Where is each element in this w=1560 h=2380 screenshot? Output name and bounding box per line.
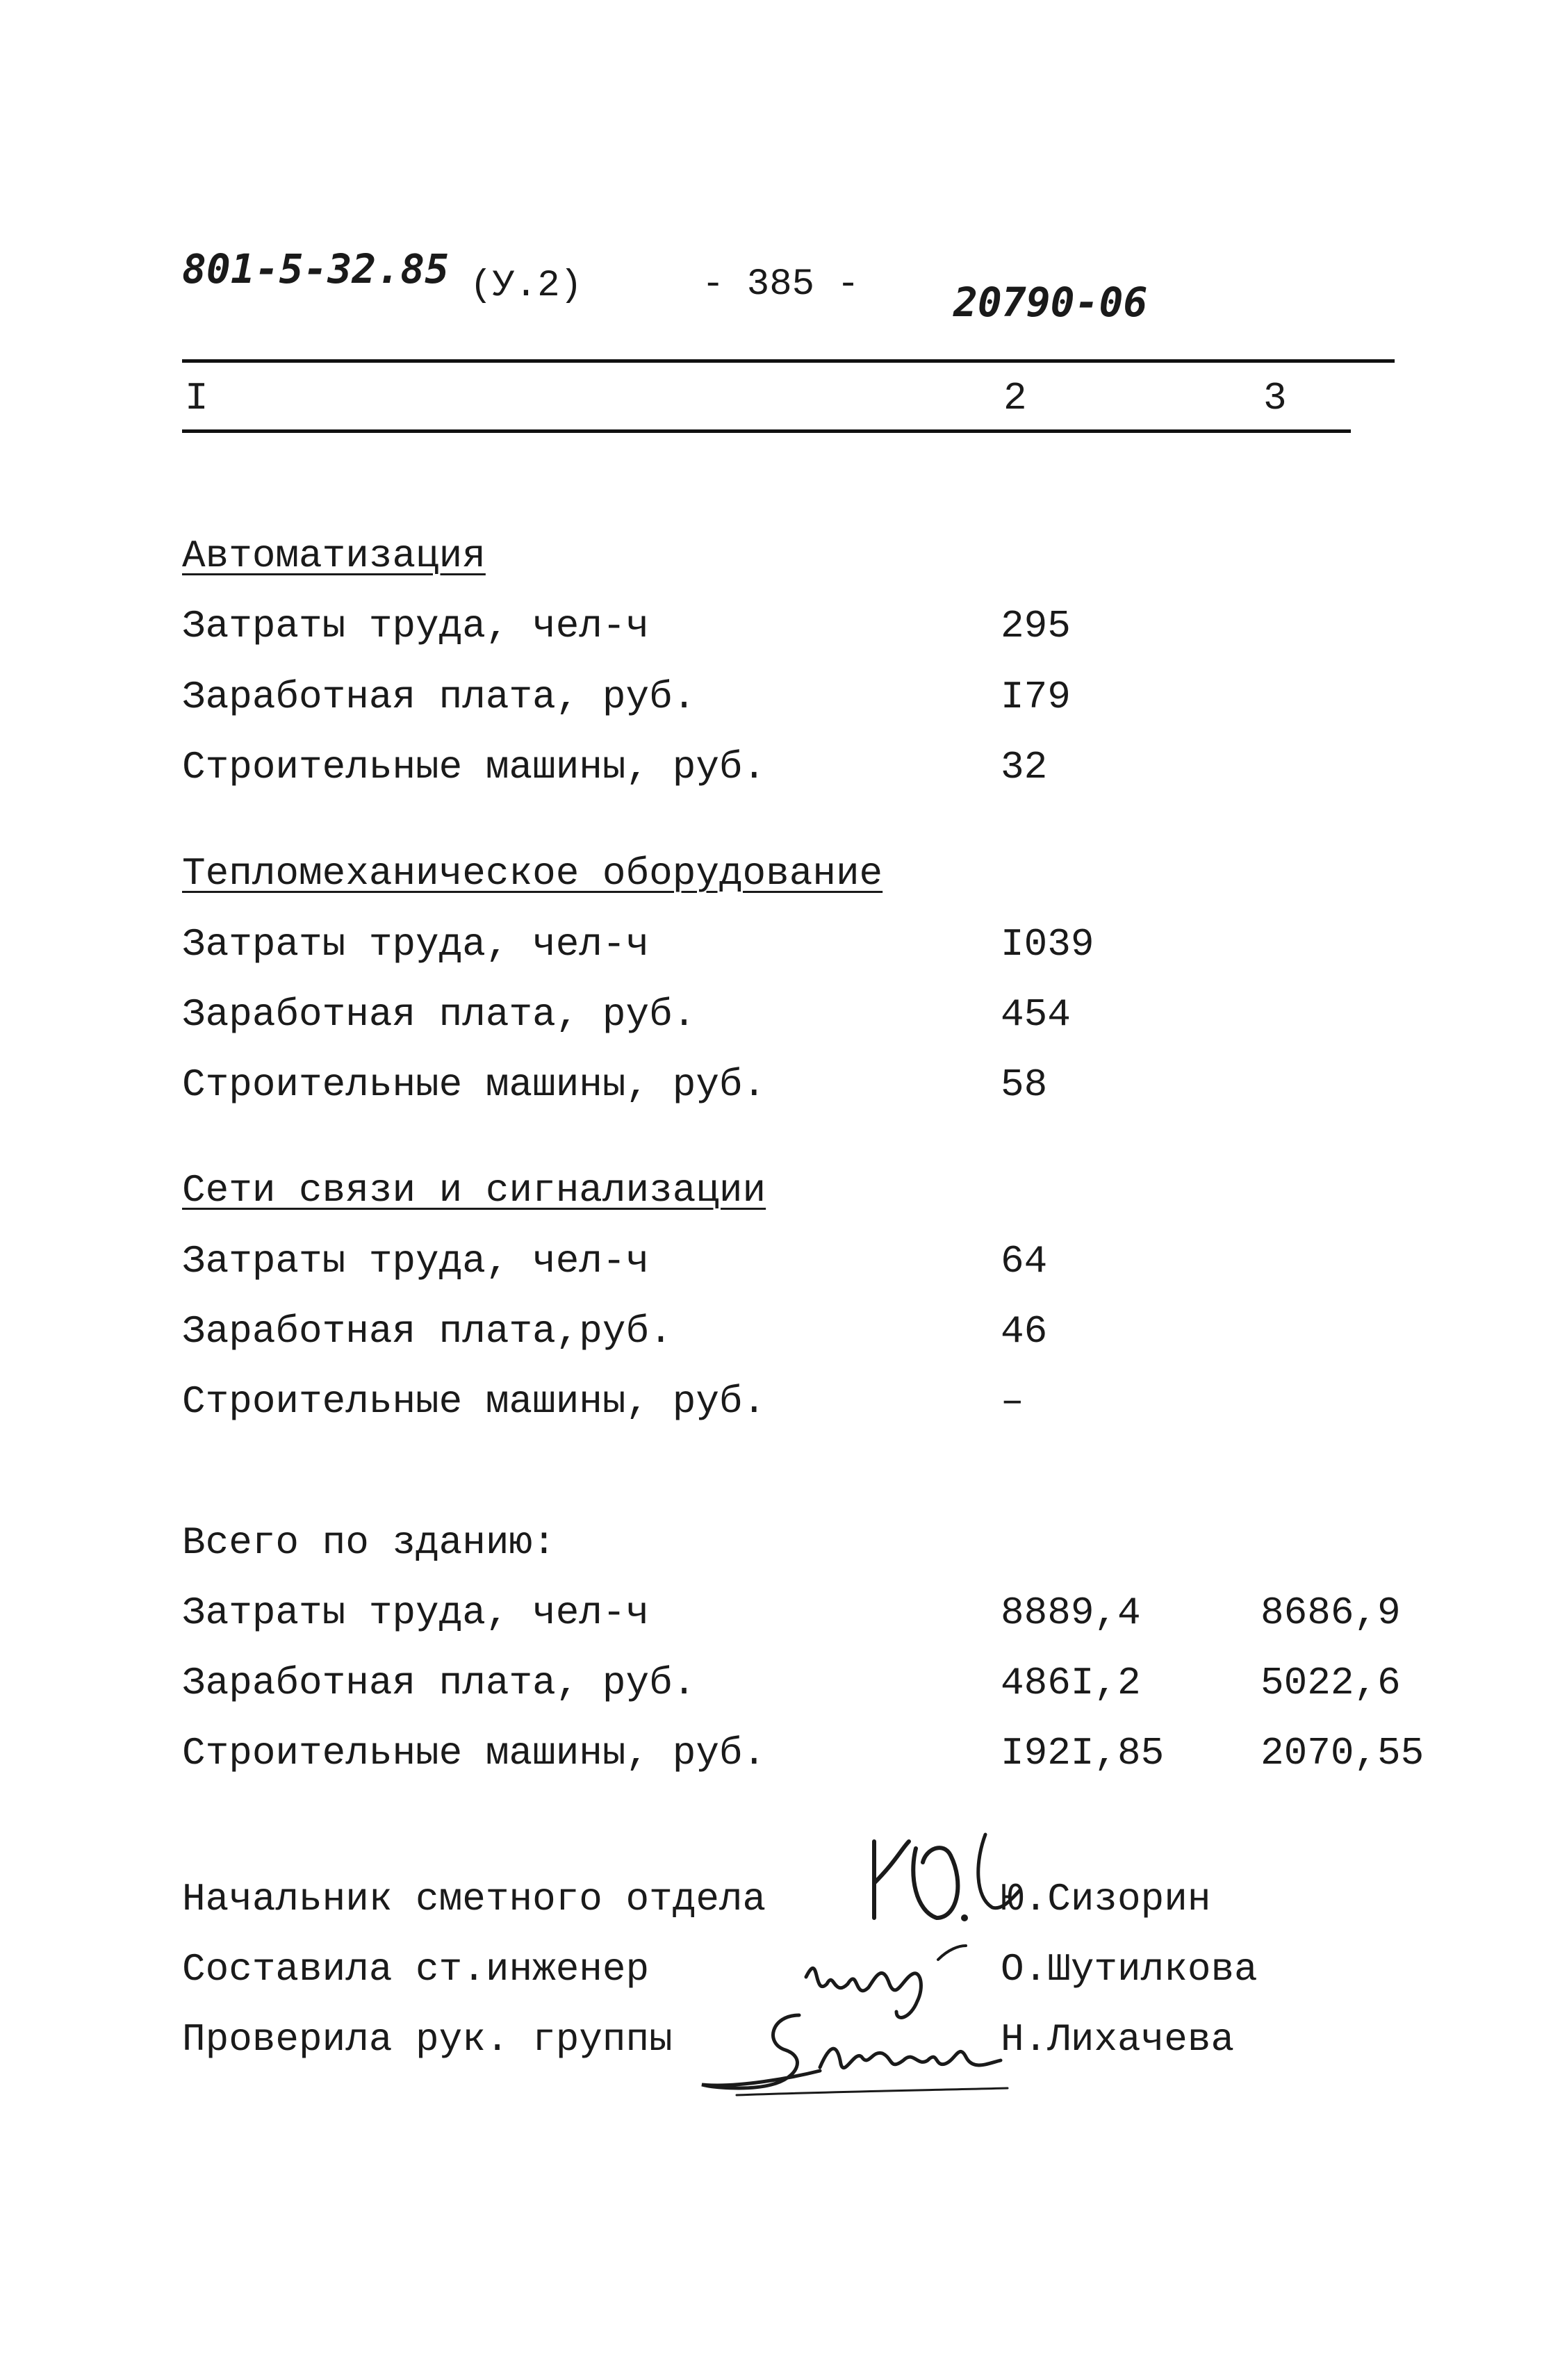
- total-value-col3: 8686,9: [1261, 1591, 1401, 1635]
- section-title-heat-mechanical: Тепломеханическое оборудование: [182, 851, 883, 896]
- row-value-col2: 32: [1001, 745, 1048, 789]
- total-value-col2: 8889,4: [1001, 1591, 1141, 1635]
- handwritten-signature-3: [695, 2001, 1015, 2106]
- section-title-automation: Автоматизация: [182, 534, 486, 578]
- volume-label: (У.2): [470, 265, 583, 307]
- row-label: Заработная плата, руб.: [182, 992, 696, 1037]
- row-label: Затраты труда, чел-ч: [182, 604, 650, 648]
- header-rule-bottom: [182, 429, 1351, 433]
- row-value-col2: 58: [1001, 1062, 1048, 1107]
- archive-number: 20790-06: [953, 279, 1148, 326]
- column-header-3: 3: [1263, 376, 1287, 420]
- header-rule-top: [182, 359, 1395, 363]
- section-title-communications: Сети связи и сигнализации: [182, 1168, 766, 1213]
- signature-name-checker: Н.Лихачева: [1001, 2017, 1235, 2062]
- total-value-col2: 486I,2: [1001, 1661, 1141, 1705]
- row-value-col2: 295: [1001, 604, 1071, 648]
- row-value-col2: –: [1001, 1379, 1024, 1424]
- row-value-col2: 64: [1001, 1239, 1048, 1283]
- column-header-1: I: [185, 376, 208, 420]
- total-title: Всего по зданию:: [182, 1520, 556, 1565]
- row-label: Заработная плата, руб.: [182, 675, 696, 719]
- total-row-label: Заработная плата, руб.: [182, 1661, 696, 1705]
- signature-name-head: Ю.Сизорин: [1001, 1877, 1211, 1921]
- row-label: Затраты труда, чел-ч: [182, 922, 650, 967]
- row-value-col2: I039: [1001, 922, 1094, 967]
- page-number: - 385 -: [702, 263, 860, 306]
- row-label: Строительные машины, руб.: [182, 1379, 766, 1424]
- row-value-col2: I79: [1001, 675, 1071, 719]
- row-label: Строительные машины, руб.: [182, 745, 766, 789]
- total-value-col2: I92I,85: [1001, 1731, 1165, 1775]
- signature-position-compiler: Составила ст.инженер: [182, 1947, 650, 1992]
- total-value-col3: 2070,55: [1261, 1731, 1424, 1775]
- row-label: Заработная плата,руб.: [182, 1309, 673, 1354]
- row-value-col2: 454: [1001, 992, 1071, 1037]
- doc-code: 801-5-32.85: [182, 245, 450, 293]
- signature-position-head: Начальник сметного отдела: [182, 1877, 766, 1921]
- row-label: Строительные машины, руб.: [182, 1062, 766, 1107]
- total-value-col3: 5022,6: [1261, 1661, 1401, 1705]
- signature-name-compiler: О.Шутилкова: [1001, 1947, 1258, 1992]
- total-row-label: Затраты труда, чел-ч: [182, 1591, 650, 1635]
- total-row-label: Строительные машины, руб.: [182, 1731, 766, 1775]
- signature-position-checker: Проверила рук. группы: [182, 2017, 673, 2062]
- row-value-col2: 46: [1001, 1309, 1048, 1354]
- column-header-2: 2: [1003, 376, 1027, 420]
- row-label: Затраты труда, чел-ч: [182, 1239, 650, 1283]
